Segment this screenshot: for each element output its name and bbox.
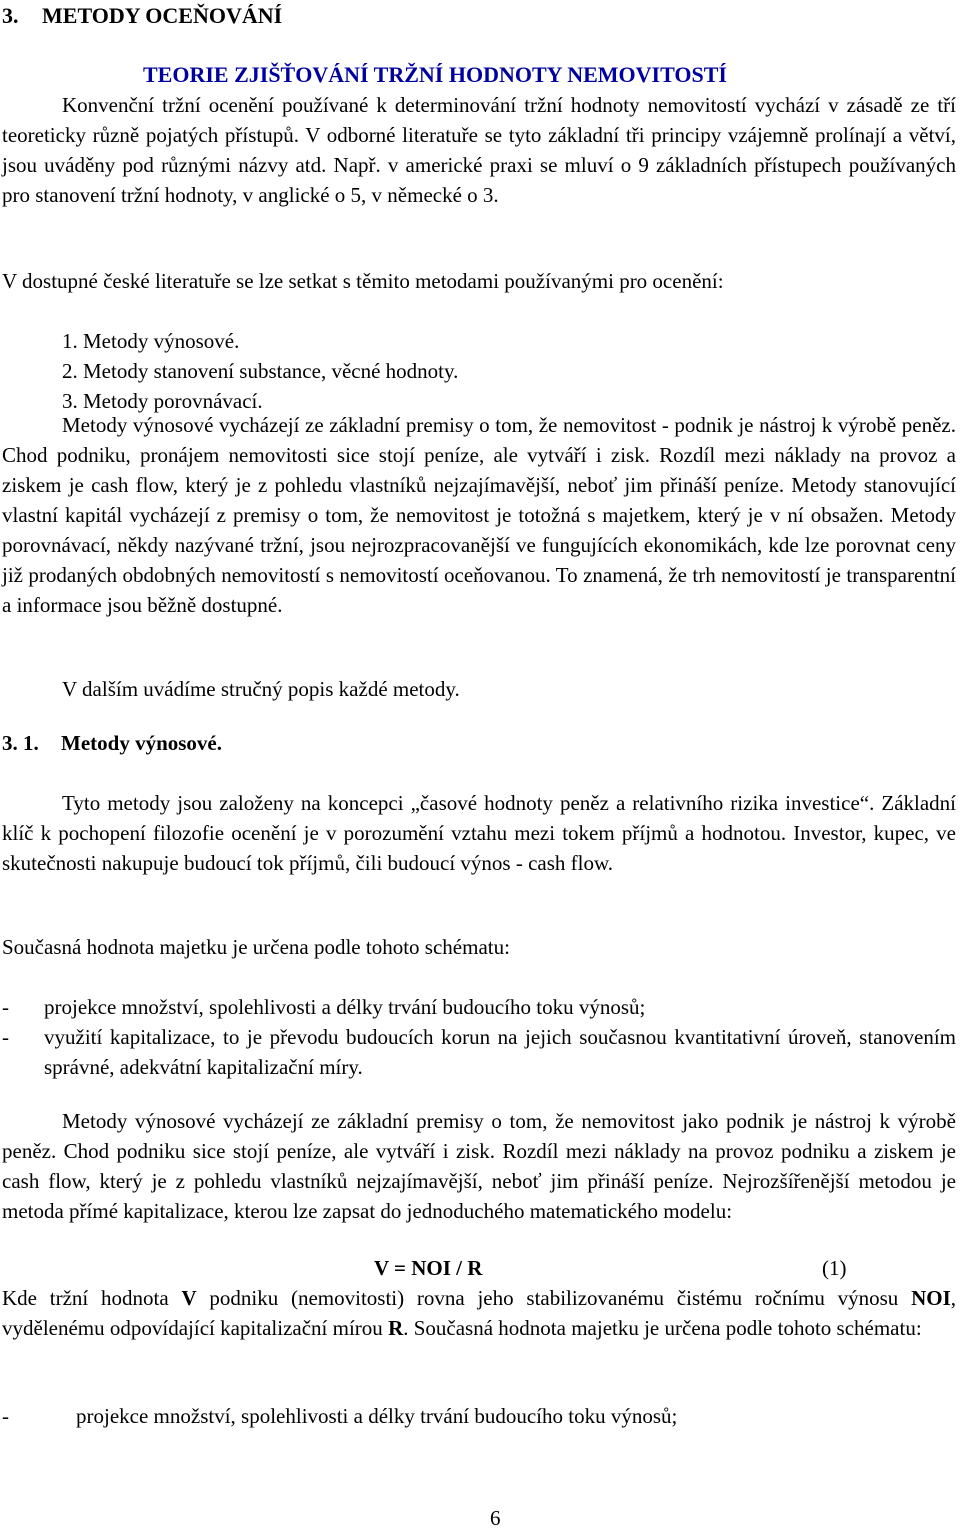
list-item: 2. Metody stanovení substance, věcné hodnoty. bbox=[62, 359, 459, 383]
explanation-text: . Současná hodnota majetku je určena podle tohoto schématu: bbox=[403, 1316, 922, 1340]
list-item: 3. Metody porovnávací. bbox=[62, 389, 263, 413]
literature-line: V dostupné české literatuře se lze setkat s těmito metodami používanými pro ocenění: bbox=[2, 269, 724, 293]
intro-paragraph: Konvenční tržní ocenění používané k determinování tržní hodnoty nemovitostí vychází v zásadě ze tří teoreticky různě pojatých přístupů. V odborné literatuře se tyto základní tři principy vzájemně prolínají a větví, jsou uváděny pod různými názvy atd. Např. v americké praxi se mluví o 9 základních přístupech používaných pro stanovení tržní hodnoty, v anglické o 5, v německé o 3. bbox=[2, 93, 956, 207]
section-paragraph: Tyto metody jsou založeny na koncepci „časové hodnoty peněz a relativního rizika investice“. Základní klíč k pochopení filozofie ocenění je v porozumění vztahu mezi tokem příjmů a hodnotou. Investor, kupec, ve skutečnosti nakupuje budoucí tok příjmů, čili budoucí výnos - cash flow. bbox=[2, 791, 956, 875]
list-item: 1. Metody výnosové. bbox=[62, 329, 240, 353]
list-item bbox=[2, 992, 956, 1022]
chapter-heading bbox=[2, 1, 282, 31]
explanation-text: Kde tržní hodnota bbox=[2, 1286, 182, 1310]
section-title: Metody výnosové. bbox=[61, 731, 222, 755]
scheme-list bbox=[2, 992, 956, 1082]
formula-expression: V = NOI / R bbox=[374, 1256, 483, 1280]
variable-v: V bbox=[181, 1286, 197, 1310]
methods-paragraph: Metody výnosové vycházejí ze základní premisy o tom, že nemovitost - podnik je nástroj k výrobě peněz. Chod podniku, pronájem nemovitosti sice stojí peníze, ale vytváří i zisk. Rozdíl mezi náklady na provoz a ziskem je cash flow, který je z pohledu vlastníků nejzajímavější, neboť jim přináší peníze. Metody stanovující vlastní kapitál vycházejí z premisy o tom, že nemovitost je totožná s majetkem, který je v ní obsažen. Metody porovnávací, někdy nazývané tržní, jsou nejrozpracovanější ve fungujících ekonomikách, kde lze porovnat ceny již prodaných obdobných nemovitostí s nemovitostí oceňovanou. To znamená, že trh nemovitostí je transparentní a informace jsou běžně dostupné. bbox=[2, 413, 956, 617]
next-line: V dalším uvádíme stručný popis každé metody. bbox=[62, 677, 460, 701]
dash-bullet: - bbox=[2, 1025, 9, 1049]
dash-bullet: - bbox=[2, 1404, 9, 1428]
section-number: 3. 1. bbox=[2, 731, 39, 755]
list-item-text: projekce množství, spolehlivosti a délky trvání budoucího toku výnosů; bbox=[76, 1404, 678, 1428]
page-number: 6 bbox=[490, 1506, 501, 1530]
explanation-paragraph bbox=[2, 1283, 956, 1343]
methods-list bbox=[62, 326, 458, 416]
chapter-title: METODY OCEŇOVÁNÍ bbox=[42, 3, 283, 28]
list-item bbox=[2, 1022, 956, 1082]
explanation-text: , vydělenému odpovídající kapitalizační mírou bbox=[2, 1286, 957, 1340]
section-subtitle: TEORIE ZJIŠŤOVÁNÍ TRŽNÍ HODNOTY NEMOVITOSTÍ bbox=[143, 62, 727, 87]
list-item-text: projekce množství, spolehlivosti a délky trvání budoucího toku výnosů; bbox=[44, 995, 646, 1019]
formula-line bbox=[0, 1253, 960, 1283]
dash-bullet: - bbox=[2, 995, 9, 1019]
income-paragraph: Metody výnosové vycházejí ze základní premisy o tom, že nemovitost jako podnik je nástroj k výrobě peněz. Chod podniku sice stojí peníze, ale vytváří i zisk. Rozdíl mezi náklady na provoz podniku a ziskem je cash flow, který je z pohledu vlastníků nejzajímavější, neboť jim přináší peníze. Nejrozšířenější metodou je metoda přímé kapitalizace, kterou lze zapsat do jednoduchého matematického modelu: bbox=[2, 1109, 956, 1223]
section-heading bbox=[2, 728, 222, 758]
list-item bbox=[2, 1401, 677, 1431]
explanation-text: podniku (nemovitosti) rovna jeho stabilizovanému čistému ročnímu výnosu bbox=[196, 1286, 912, 1310]
formula-number: (1) bbox=[822, 1256, 847, 1280]
scheme-line: Současná hodnota majetku je určena podle tohoto schématu: bbox=[2, 935, 510, 959]
variable-r: R bbox=[388, 1316, 404, 1340]
list-item-text: využití kapitalizace, to je převodu budoucích korun na jejich současnou kvantitativní úroveň, stanovením správné, adekvátní kapitalizační míry. bbox=[44, 1025, 956, 1079]
chapter-number: 3. bbox=[2, 3, 19, 28]
variable-noi: NOI bbox=[911, 1286, 951, 1310]
